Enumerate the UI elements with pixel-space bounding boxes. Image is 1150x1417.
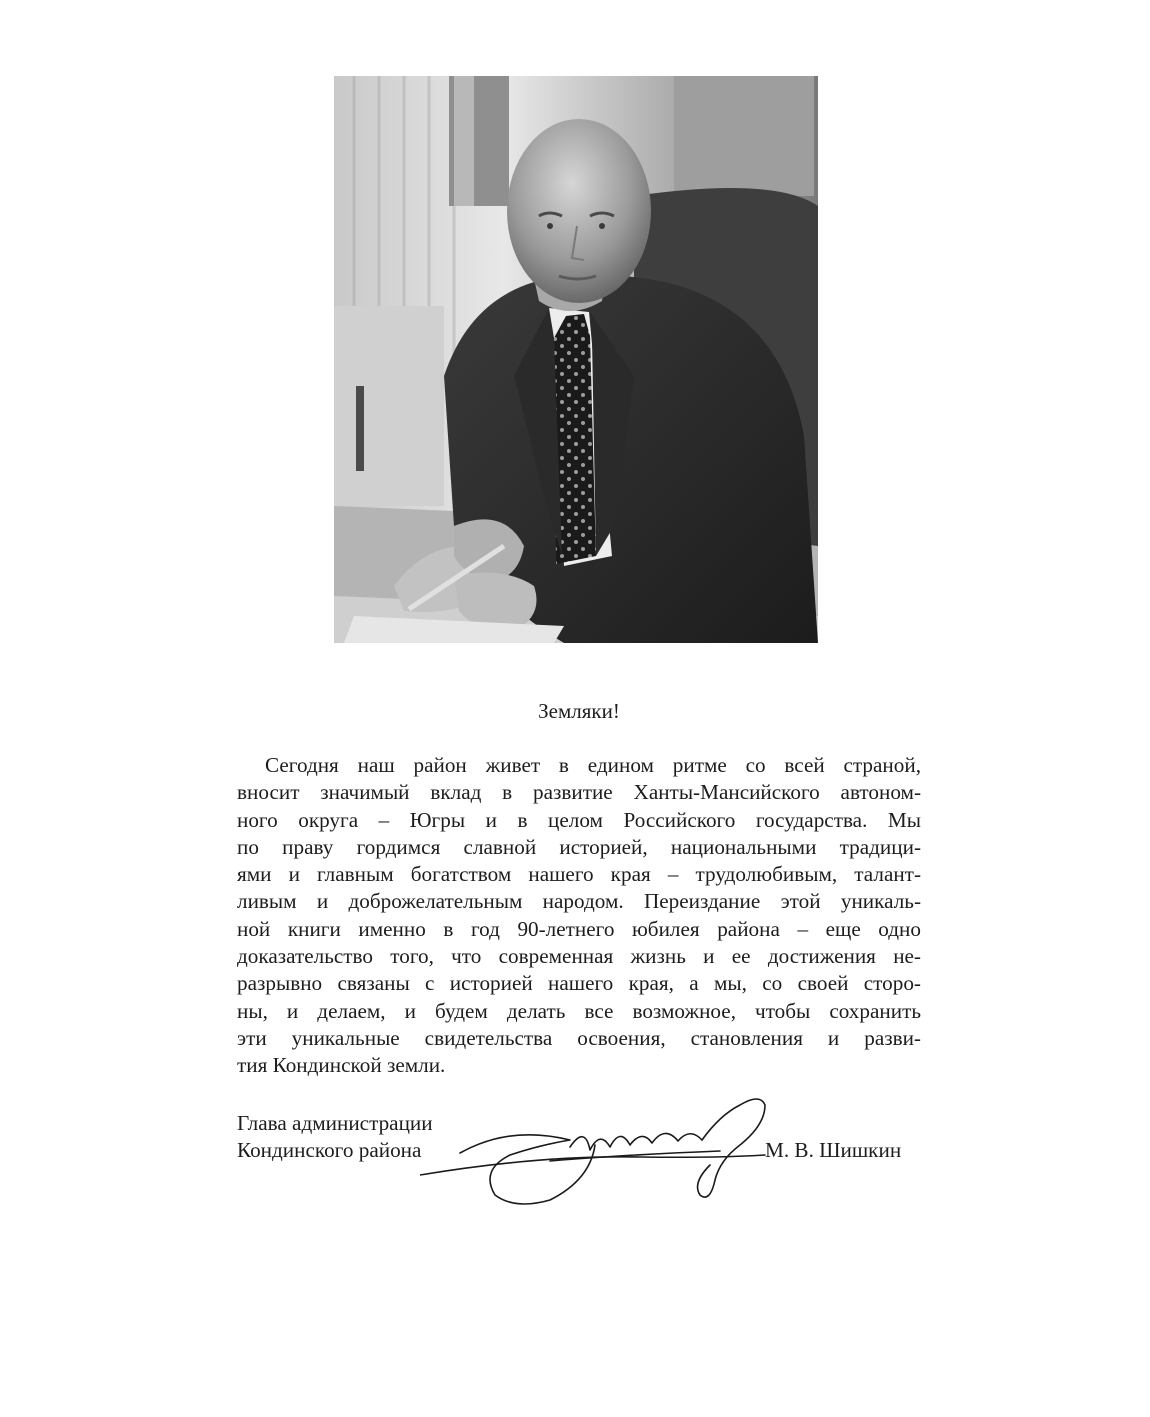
body-line: ями и главным богатством нашего края – трудолюбивым, талант- (237, 862, 921, 887)
signatory-title-line: Глава администрации (237, 1111, 433, 1135)
body-line: по праву гордимся славной историей, национальными традици- (237, 834, 921, 859)
greeting-heading: Земляки! (538, 699, 620, 723)
letter-body (237, 752, 921, 1080)
body-line: ного округа – Югры и в целом Российского государства. Мы (237, 807, 921, 832)
handwritten-signature (420, 1085, 780, 1210)
body-line: вносит значимый вклад в развитие Ханты-Мансийского автоном- (237, 780, 921, 805)
body-line: доказательство того, что современная жизнь и ее достижения не- (237, 944, 921, 969)
body-line: Сегодня наш район живет в едином ритме со всей страной, (265, 753, 921, 777)
signatory-name: М. В. Шишкин (765, 1138, 902, 1162)
body-line: тия Кондинской земли. (237, 1053, 446, 1078)
body-line: ливым и доброжелательным народом. Переиздание этой уникаль- (237, 889, 921, 914)
body-line: ны, и делаем, и будем делать все возможное, чтобы сохранить (237, 998, 921, 1023)
signatory-title-line: Кондинского района (237, 1138, 422, 1163)
portrait-photo (334, 76, 818, 643)
body-line: разрывно связаны с историей нашего края, а мы, со своей сторо- (237, 971, 921, 996)
body-line: эти уникальные свидетельства освоения, становления и разви- (237, 1025, 921, 1050)
signatory-title (237, 1110, 433, 1165)
body-line: ной книги именно в год 90-летнего юбилея района – еще одно (237, 916, 921, 941)
